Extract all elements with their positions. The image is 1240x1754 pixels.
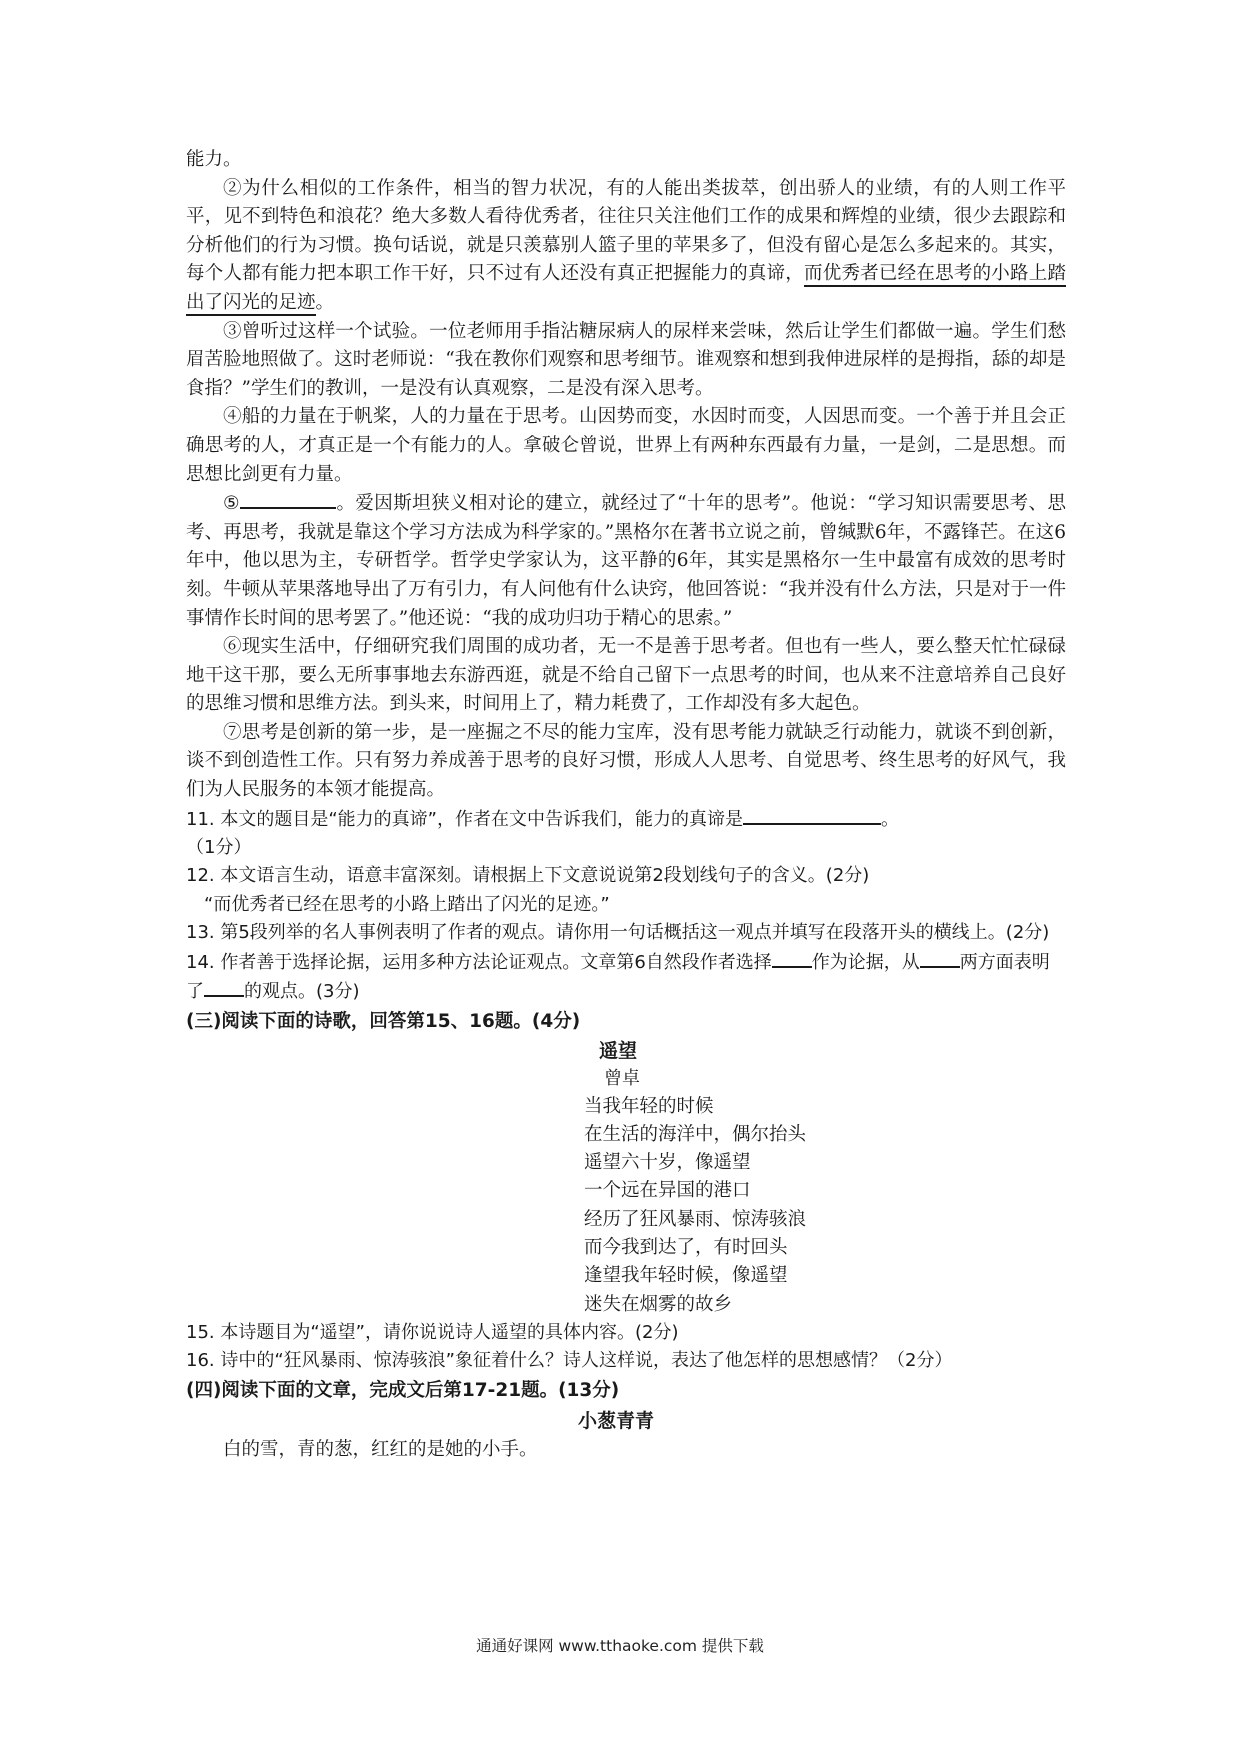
question-14-blank-1	[772, 948, 812, 968]
question-15: 15. 本诗题目为“遥望”，请你说说诗人遥望的具体内容。(2分)	[186, 1321, 679, 1343]
paragraph-2	[186, 175, 1066, 318]
question-14-text-a: 14. 作者善于选择论据，运用多种方法论证观点。文章第6自然段作者选择	[186, 951, 772, 973]
poem-line: 经历了狂风暴雨、惊涛骇浪	[584, 1208, 807, 1230]
question-14	[186, 948, 1066, 1007]
paragraph-1-tail: 能力。	[186, 149, 242, 170]
question-14-text-d: 的观点。(3分)	[244, 981, 360, 1003]
poem-line: 遥望六十岁，像遥望	[584, 1152, 751, 1174]
story-first-line: 白的雪，青的葱，红红的是她的小手。	[223, 1438, 538, 1460]
poem-line: 逢望我年轻时候，像遥望	[584, 1265, 788, 1287]
question-12-quote: “而优秀者已经在思考的小路上踏出了闪光的足迹。”	[204, 893, 610, 915]
paragraph-5-number: ⑤	[223, 493, 241, 515]
question-14-text-c: 两方面表明了	[186, 951, 1050, 1003]
section-4-heading: (四)阅读下面的文章，完成文后第17-21题。(13分)	[186, 1379, 620, 1401]
page-footer: 通通好课网 www.tthaoke.com 提供下载	[476, 1637, 764, 1655]
question-12: 12. 本文语言生动，语意丰富深刻。请根据上下文意说说第2段划线句子的含义。(2分)	[186, 865, 870, 887]
underlined-sentence: 而优秀者已经在思考的小路上踏出了闪光的足迹	[186, 263, 1066, 316]
question-14-blank-2	[920, 948, 960, 968]
paragraph-5-text: 。爱因斯坦狭义相对论的建立，就经过了“十年的思考”。他说：“学习知识需要思考、思考、再思考，我就是靠这个学习方法成为科学家的。”黑格尔在著书立说之前，曾缄默6年，不露锋芒。在这6年中，他以思为主，专研哲学。哲学史学家认为，这平静的6年，其实是黑格尔一生中最富有成效的思考时刻。牛顿从苹果落地导出了万有引力，有人问他有什么诀窍，他回答说：“我并没有什么方法，只是对于一件事情作长时间的思考罢了。”他还说：“我的成功归功于精心的思索。”	[186, 493, 1066, 629]
exam-page	[186, 146, 1066, 1464]
paragraph-2-text: ②为什么相似的工作条件，相当的智力状况，有的人能出类拔萃，创出骄人的业绩，有的人则工作平平，见不到特色和浪花？绝大多数人看待优秀者，往往只关注他们工作的成果和辉煌的业绩，很少去跟踪和分析他们的行为习惯。换句话说，就是只羡慕别人篮子里的苹果多了，但没有留心是怎么多起来的。其实，每个人都有能力把本职工作干好，只不过有人还没有真正把握能力的真谛，	[186, 177, 1066, 285]
question-11-score: （1分）	[186, 837, 252, 859]
question-11-end: 。	[881, 808, 899, 830]
question-16: 16. 诗中的“狂风暴雨、惊涛骇浪”象征着什么？诗人这样说，表达了他怎样的思想感情？（2分）	[186, 1350, 953, 1372]
paragraph-4: ④船的力量在于帆桨，人的力量在于思考。山因势而变，水因时而变，人因思而变。一个善于并且会正确思考的人，才真正是一个有能力的人。拿破仑曾说，世界上有两种东西最有力量，一是剑，二是思想。而思想比剑更有力量。	[186, 406, 1066, 485]
poem-line: 在生活的海洋中，偶尔抬头	[584, 1123, 807, 1145]
poem-author: 曾卓	[604, 1067, 640, 1089]
poem-line: 当我年轻的时候	[584, 1095, 714, 1117]
poem-line: 迷失在烟雾的故乡	[584, 1293, 733, 1315]
question-14-text-b: 作为论据，从	[811, 951, 920, 973]
question-11-blank	[743, 805, 881, 825]
question-14-blank-3	[204, 977, 244, 997]
poem-line: 而今我到达了，有时回头	[584, 1236, 788, 1258]
question-13: 13. 第5段列举的名人事例表明了作者的观点。请你用一句话概括这一观点并填写在段落开头的横线上。(2分)	[186, 922, 1050, 944]
poem-title: 遥望	[599, 1039, 638, 1062]
question-11-text: 11. 本文的题目是“能力的真谛”，作者在文中告诉我们，能力的真谛是	[186, 808, 743, 830]
story-title: 小葱青青	[578, 1409, 655, 1432]
paragraph-3: ③曾听过这样一个试验。一位老师用手指沾糖尿病人的尿样来尝味，然后让学生们都做一遍。学生们愁眉苦脸地照做了。这时老师说：“我在教你们观察和思考细节。谁观察和想到我伸进尿样的是拇指，舔的却是食指？”学生们的教训，一是没有认真观察，二是没有深入思考。	[186, 320, 1066, 399]
section-3-heading: (三)阅读下面的诗歌，回答第15、16题。(4分)	[186, 1010, 581, 1032]
paragraph-7: ⑦思考是创新的第一步，是一座掘之不尽的能力宝库，没有思考能力就缺乏行动能力，就谈不到创新，谈不到创造性工作。只有努力养成善于思考的良好习惯，形成人人思考、自觉思考、终生思考的好风气，我们为人民服务的本领才能提高。	[186, 721, 1066, 801]
paragraph-2-end: 。	[315, 291, 335, 313]
poem-line: 一个远在异国的港口	[584, 1180, 751, 1202]
paragraph-5	[186, 489, 1066, 633]
poem-body	[186, 1093, 1066, 1319]
question-11	[186, 805, 1066, 863]
paragraph-5-answer-blank	[240, 489, 336, 509]
paragraph-6: ⑥现实生活中，仔细研究我们周围的成功者，无一不是善于思考者。但也有一些人，要么整天忙忙碌碌地干这干那，要么无所事事地去东游西逛，就是不给自己留下一点思考的时间，也从来不注意培养自己良好的思维习惯和思维方法。到头来，时间用上了，精力耗费了，工作却没有多大起色。	[186, 636, 1066, 715]
